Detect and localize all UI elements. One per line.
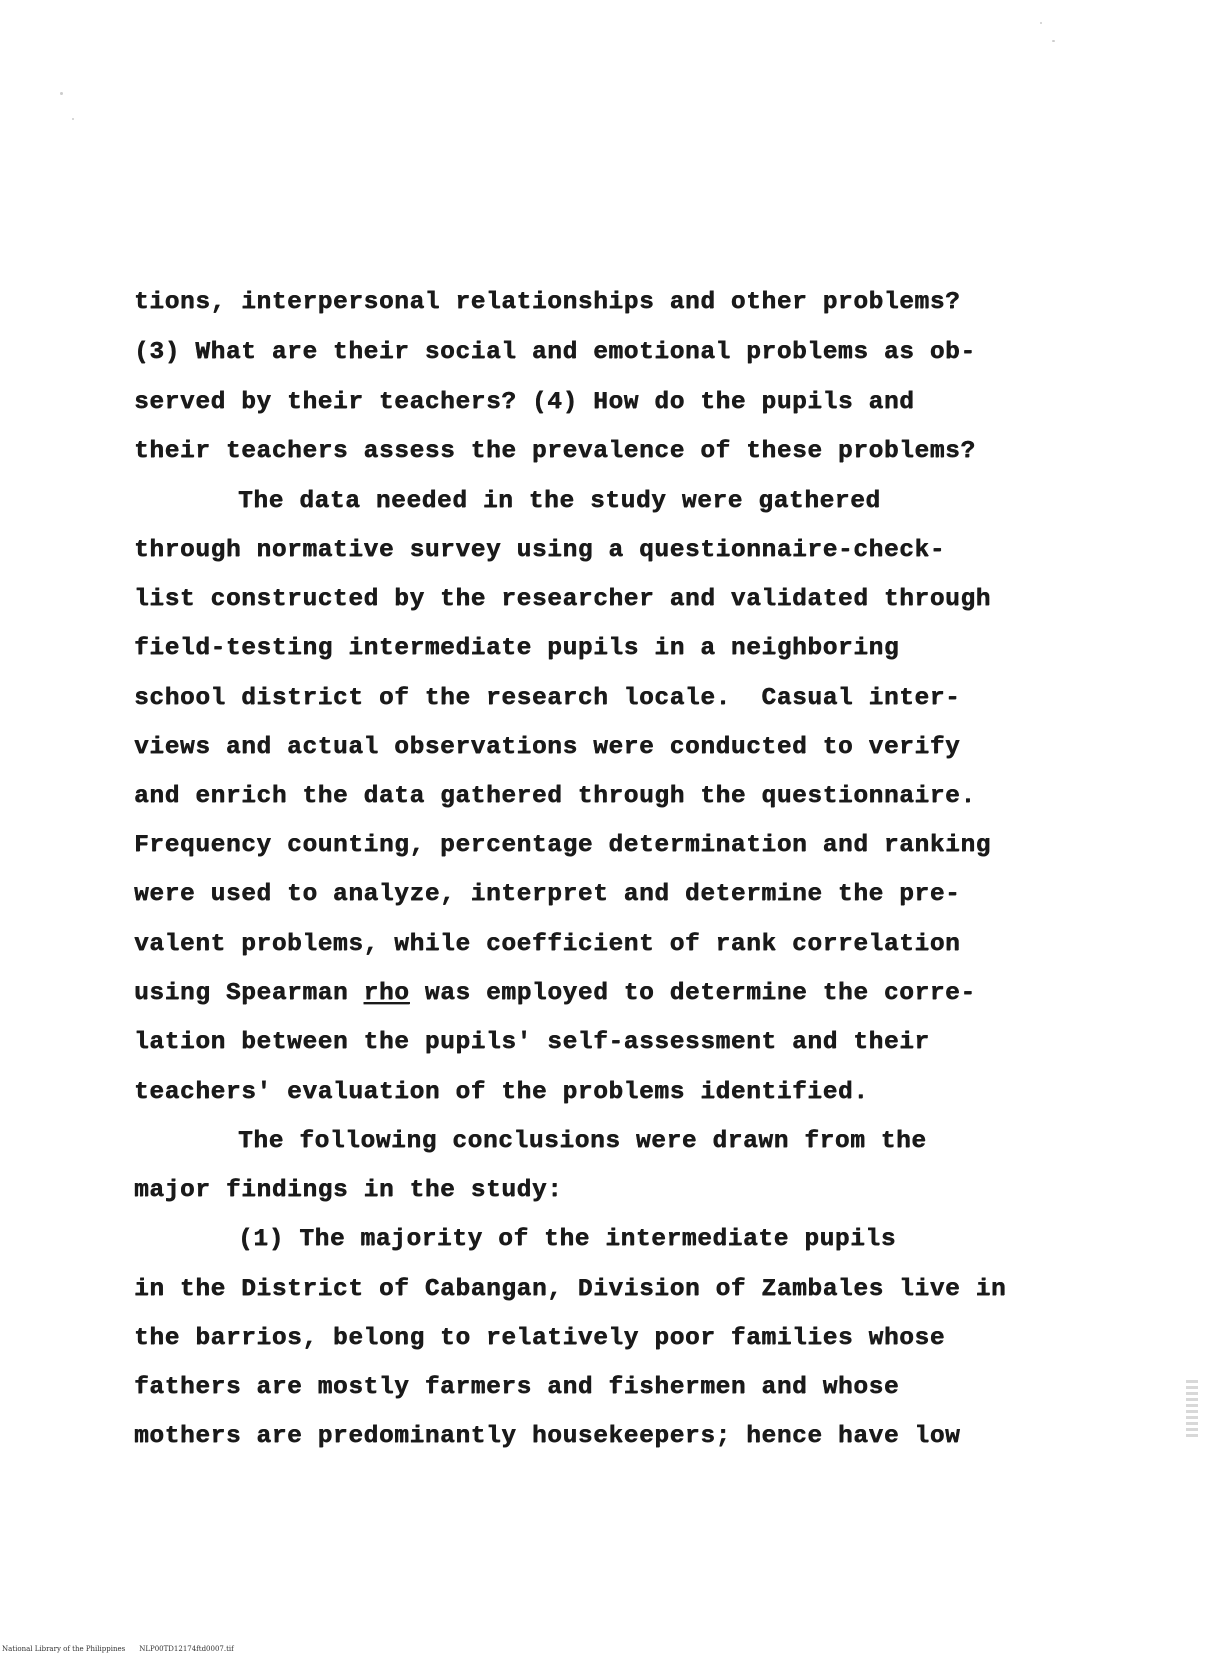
text-line-12: Frequency counting, percentage determination and ranking: [134, 832, 991, 859]
text-line-15-b: was employed to determine the corre-: [409, 980, 976, 1007]
text-line-19: major findings in the study:: [134, 1177, 563, 1204]
text-line-10: views and actual observations were conducted to verify: [134, 734, 961, 761]
text-line-17: teachers' evaluation of the problems identified.: [134, 1079, 869, 1106]
footer-filename: NLP00TD12174ftd0007.tif: [139, 1645, 234, 1653]
text-line-21: in the District of Cabangan, Division of Zambales live in: [134, 1276, 1007, 1303]
text-line-9: school district of the research locale. Casual inter-: [134, 685, 961, 712]
text-line-22: the barrios, belong to relatively poor families whose: [134, 1325, 946, 1352]
underlined-term: rho: [363, 980, 410, 1007]
text-line-7: list constructed by the researcher and validated through: [134, 586, 991, 613]
scan-footer: [2, 1645, 248, 1654]
text-line-11: and enrich the data gathered through the questionnaire.: [134, 783, 976, 810]
text-line-4: their teachers assess the prevalence of these problems?: [134, 438, 976, 465]
text-line-3: served by their teachers? (4) How do the pupils and: [134, 389, 915, 416]
scan-speck: [1052, 40, 1055, 42]
text-line-13: were used to analyze, interpret and determine the pre-: [134, 881, 961, 908]
text-line-6: through normative survey using a questionnaire-check-: [134, 537, 946, 564]
footer-library: National Library of the Philippines: [2, 1645, 126, 1653]
text-line-15: [134, 979, 976, 1009]
text-line-8: field-testing intermediate pupils in a neighboring: [134, 635, 900, 662]
text-line-14: valent problems, while coefficient of rank correlation: [134, 931, 961, 958]
scan-speck: [60, 92, 63, 95]
text-line-16: lation between the pupils' self-assessment and their: [134, 1029, 930, 1056]
text-line-23: fathers are mostly farmers and fishermen and whose: [134, 1374, 900, 1401]
text-line-18: The following conclusions were drawn from the: [238, 1128, 927, 1155]
scan-edge-mark: [1186, 1380, 1198, 1438]
text-line-15-a: using Spearman: [134, 980, 364, 1007]
text-line-24: mothers are predominantly housekeepers; hence have low: [134, 1423, 961, 1450]
scan-speck: [72, 118, 74, 120]
text-line-1: tions, interpersonal relationships and other problems?: [134, 289, 961, 316]
text-line-20: (1) The majority of the intermediate pupils: [238, 1226, 897, 1253]
text-line-5: The data needed in the study were gathered: [238, 488, 881, 515]
text-line-2: (3) What are their social and emotional problems as ob-: [134, 339, 976, 366]
scan-speck: [1040, 22, 1042, 24]
